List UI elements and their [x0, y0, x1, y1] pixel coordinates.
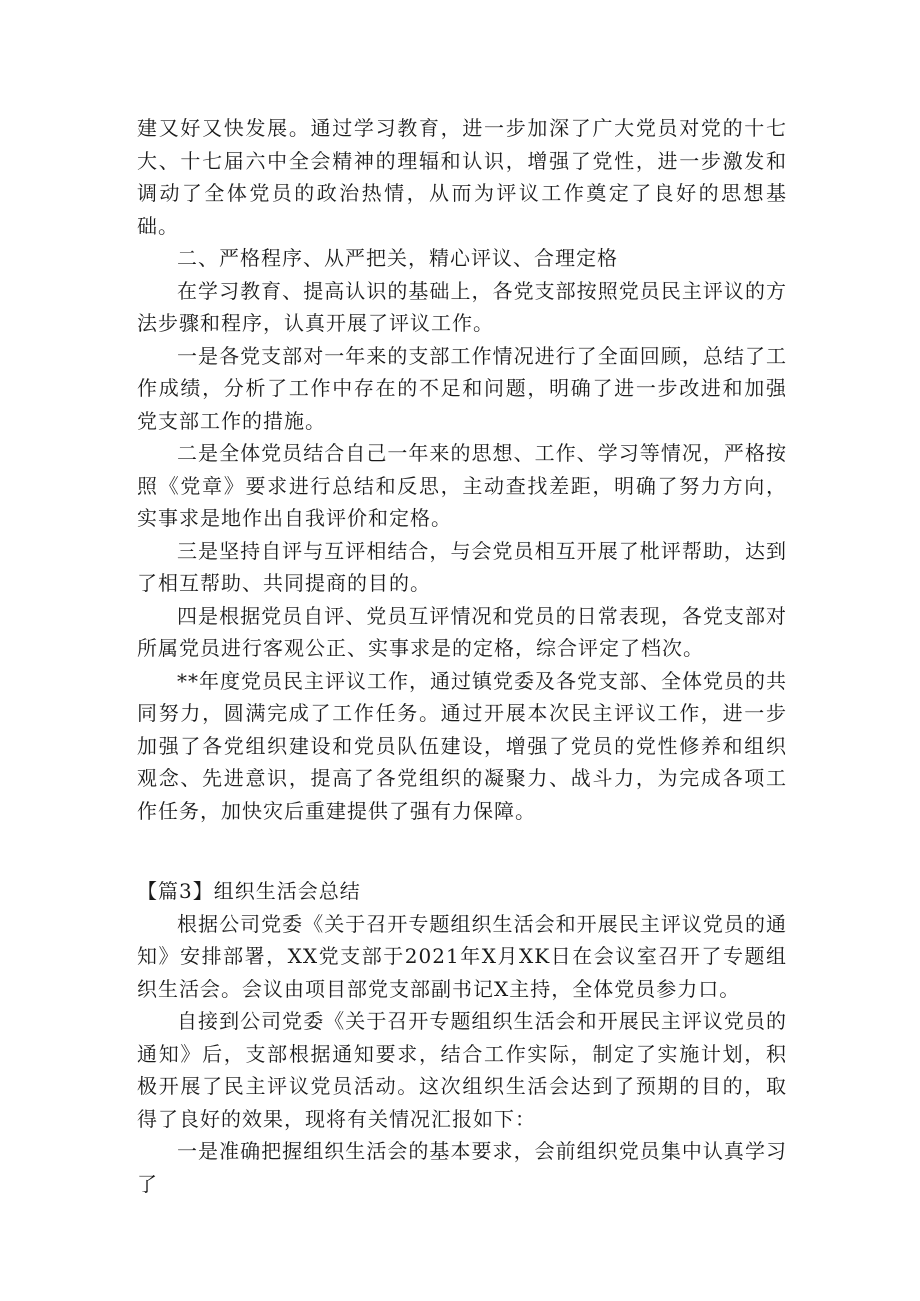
paragraph-2: 在学习教育、提高认识的基础上，各党支部按照党员民主评议的方法步骤和程序，认真开展了评议工作。 — [137, 278, 787, 335]
paragraph-5: 三是坚持自评与互评相结合，与会党员相互开展了枇评帮助，达到了相互帮助、共同提商的目的。 — [137, 538, 787, 595]
paragraph-8: 根据公司党委《关于召开专题组织生活会和开展民主评议党员的通知》安排部署，XX党支部于2021年X月XK日在会议室召开了专题组织生活会。会议由项目部党支部副书记X主持，全体党员参力口。 — [137, 911, 787, 1001]
document-body — [137, 112, 787, 1200]
section-heading-2: 二、严格程序、从严把关，精心评议、合理定格 — [177, 246, 618, 270]
section-spacer — [137, 827, 787, 875]
paragraph-10: 一是准确把握组织生活会的基本要求，会前组织党员集中认真学习了 — [137, 1139, 787, 1196]
paragraph-4: 二是全体党员结合自己一年来的思想、工作、学习等情况，严格按照《党章》要求进行总结和反思，主动查找差距，明确了努力方向，实事求是地作出自我评价和定格。 — [137, 441, 787, 530]
paragraph-7: **年度党员民主评议工作，通过镇党委及各党支部、全体党员的共同努力，圆满完成了工作任务。通过开展本次民主评议工作，进一步加强了各党组织建设和党员队伍建设，增强了党员的党性修养和组织观念、先进意识，提高了各党组织的凝聚力、战斗力，为完成各项工作任务，加快灾后重建提供了强有力保障。 — [137, 668, 787, 823]
paragraph-3: 一是各党支部对一年来的支部工作情况进行了全面回顾，总结了工作成绩，分析了工作中存在的不足和问题，明确了进一步改进和加强党支部工作的措施。 — [137, 343, 787, 433]
paragraph-1: 建又好又快发展。通过学习教育，进一步加深了广大党员对党的十七大、十七届六中全会精神的理辐和认识，增强了党性，进一步激发和调动了全体党员的政治热情，从而为评议工作奠定了良好的思想基础。 — [137, 116, 787, 238]
paragraph-6: 四是根据党员自评、党员互评情况和党员的日常表现，各党支部对所属党员进行客观公正、实事求是的定格，综合评定了档次。 — [137, 603, 787, 660]
paragraph-9: 自接到公司党委《关于召开专题组织生活会和开展民主评议党员的通知》后，支部根据通知要求，结合工作实际，制定了实施计划，积极开展了民主评议党员活动。这次组织生活会达到了预期的目的，取得了良好的效果，现将有关情况汇报如下： — [137, 1009, 787, 1131]
section-title-3: 【篇3】组织生活会总结 — [137, 879, 361, 903]
